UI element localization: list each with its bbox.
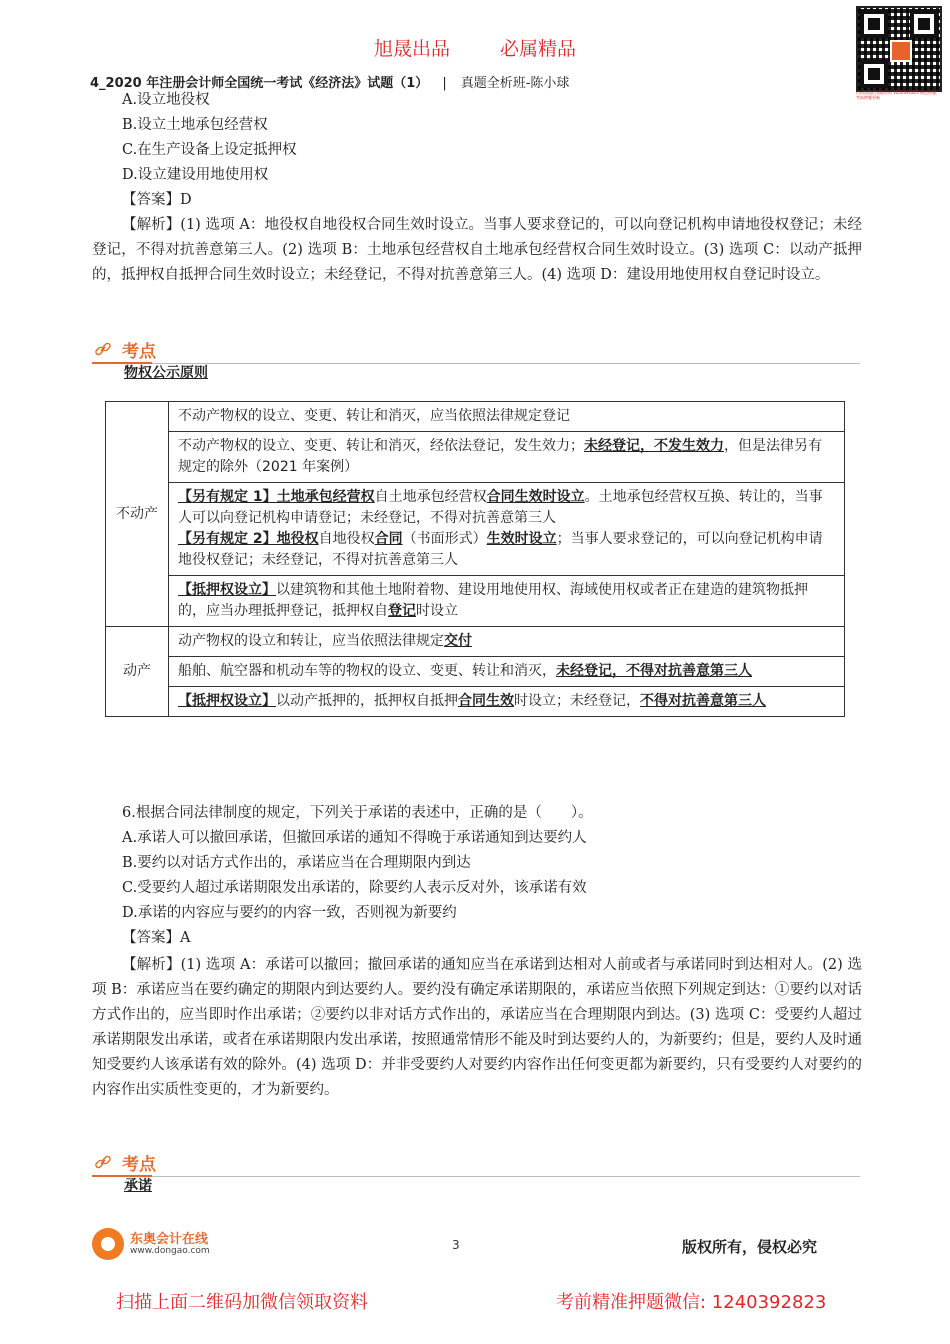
table-row [106,576,845,627]
table-row [106,627,845,657]
category-immovable: 不动产 [106,402,169,627]
q6-option-b: B.要约以对话方式作出的，承诺应当在合理期限内到达 [122,855,471,871]
logo-url: www.dongao.com [130,1246,210,1256]
q5-option-d: D.设立建设用地使用权 [122,167,269,183]
q5-answer: 【答案】D [122,192,192,208]
q6-option-a: A.承诺人可以撤回承诺，但撤回承诺的通知不得晚于承诺通知到达要约人 [122,830,587,846]
document-header [90,72,569,91]
bottom-promo-left: 扫描上面二维码加微信领取资料 [116,1292,368,1313]
bottom-promo-right: 考前精准押题微信: 1240392823 [556,1292,827,1313]
banner-left: 旭晟出品 [373,38,450,60]
publisher-logo [92,1226,222,1266]
q6-option-d: D.承诺的内容应与要约的内容一致，否则视为新要约 [122,905,457,921]
qr-code-image [856,6,942,92]
q6-option-c: C.受要约人超过承诺期限发出承诺的，除要约人表示反对外，该承诺有效 [122,880,587,896]
q6-stem: 6.根据合同法律制度的规定，下列关于承诺的表述中，正确的是（ ）。 [122,805,593,821]
header-separator: | [442,76,447,91]
category-movable: 动产 [106,627,169,717]
key-point-subtitle: 物权公示原则 [124,365,208,381]
table-row [106,402,845,432]
qr-caption: 扫码加微信领取资料 1240392823 赠送押题，考前押题更新 [856,90,940,100]
key-point-heading [92,1150,860,1180]
table-cell: 【抵押权设立】以动产抵押的，抵押权自抵押合同生效时设立；未经登记，不得对抗善意第三人 [169,687,845,717]
table-cell: 不动产物权的设立、变更、转让和消灭，应当依照法律规定登记 [169,402,845,432]
table-row [106,687,845,717]
table-row [106,657,845,687]
page-number: 3 [452,1238,460,1252]
table-cell: 动产物权的设立和转让，应当依照法律规定交付 [169,627,845,657]
header-subtitle: 真题全析班-陈小球 [460,76,570,91]
logo-text: 东奥会计在线 [130,1232,209,1247]
q5-option-b: B.设立土地承包经营权 [122,117,268,133]
q6-analysis: 【解析】(1) 选项 A：承诺可以撤回；撤回承诺的通知应当在承诺到达相对人前或者与承诺同时到达相对人。(2) 选项 B：承诺应当在要约确定的期限内到达要约人。要约没有确定承诺期限的，承诺应当依照下列规定到达：①要约以对话方式作出的，应当即时作出承诺；②要约以非对话方式作出的，承诺应当在合理期限内到达。(3) 选项 C：受要约人超过承诺期限发出承诺，或者在承诺期限内发出承诺，按照通常情形不能及时到达要约人的，为新要约；但是，要约人及时通知受要约人该承诺有效的除外。(4) 选项 D：并非受要约人对要约内容作出任何变更都为新要约，只有受要约人对要约的内容作出实质性变更的，才为新要约。 [92,957,862,1098]
table-cell: 不动产物权的设立、变更、转让和消灭，经依法登记，发生效力；未经登记，不发生效力，但是法律另有规定的除外（2021 年案例） [169,432,845,483]
banner-right: 必属精品 [500,38,577,60]
link-icon [94,340,112,358]
key-point-title: 考点 [122,342,156,362]
q5-option-a: A.设立地役权 [122,92,210,108]
table-cell: 【另有规定 1】土地承包经营权自土地承包经营权合同生效时设立。土地承包经营权互换、转让的，当事人可以向登记机构申请登记；未经登记，不得对抗善意第三人 【另有规定 2】地役权自地役权合同（书面形式）生效时设立；当事人要求登记的，可以向登记机构申请地役权登记；未经登记，不得对抗善意第三人 [169,483,845,576]
divider [92,1176,860,1177]
logo-mark-icon [92,1228,124,1260]
table-cell: 船舶、航空器和机动车等的物权的设立、变更、转让和消灭，未经登记，不得对抗善意第三人 [169,657,845,687]
q5-option-c: C.在生产设备上设定抵押权 [122,142,297,158]
table-cell: 【抵押权设立】以建筑物和其他土地附着物、建设用地使用权、海域使用权或者正在建造的建筑物抵押的，应当办理抵押登记，抵押权自登记时设立 [169,576,845,627]
q5-analysis: 【解析】(1) 选项 A：地役权自地役权合同生效时设立。当事人要求登记的，可以向登记机构申请地役权登记；未经登记，不得对抗善意第三人。(2) 选项 B：土地承包经营权自土地承包经营权合同生效时设立。(3) 选项 C：以动产抵押的，抵押权自抵押合同生效时设立；未经登记，不得对抗善意第三人。(4) 选项 D：建设用地使用权自登记时设立。 [92,217,862,283]
link-icon [94,1153,112,1171]
table-row [106,483,845,576]
q6-answer: 【答案】A [122,930,191,946]
brand-banner [0,34,950,61]
key-point-subtitle: 承诺 [124,1178,152,1194]
publicity-principle-table [105,401,845,717]
key-point-title: 考点 [122,1155,156,1175]
copyright-notice: 版权所有，侵权必究 [682,1238,818,1256]
table-row [106,432,845,483]
header-title: 4_2020 年注册会计师全国统一考试《经济法》试题（1） [90,76,429,91]
